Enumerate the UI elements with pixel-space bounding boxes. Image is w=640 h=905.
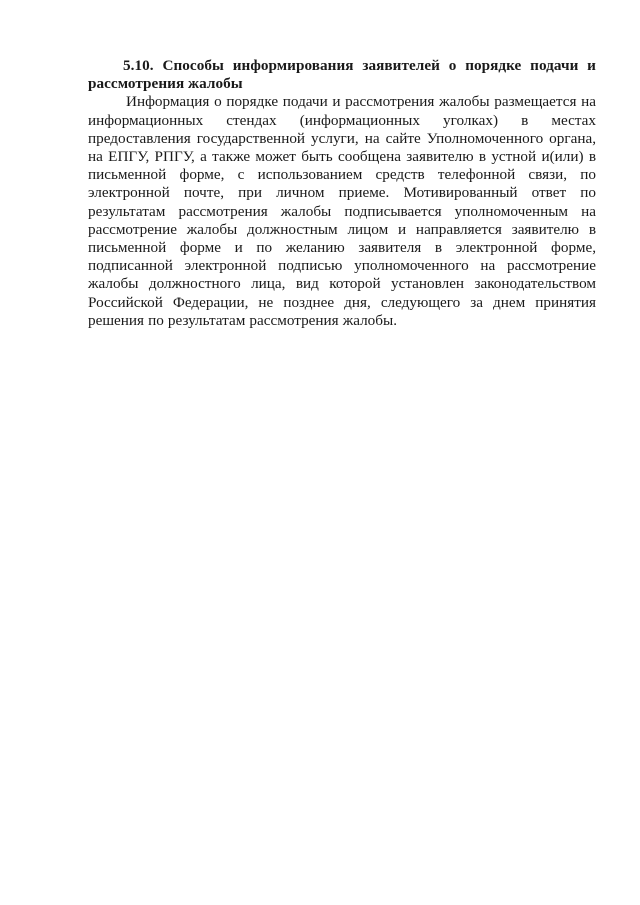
section-heading: 5.10. Способы информирования заявителей о порядке подачи и рассмотрения жалобы (88, 57, 596, 93)
document-content (88, 57, 596, 330)
section-paragraph: Информация о порядке подачи и рассмотрения жалобы размещается на информационных стендах (информационных уголках) в местах предоставления государственной услуги, на сайте Уполномоченного органа, на ЕПГУ, РПГУ, а также может быть сообщена заявителю в устной и(или) в письменной форме, с использованием средств телефонной связи, по электронной почте, при личном приеме. Мотивированный ответ по результатам рассмотрения жалобы подписывается уполномоченным на рассмотрение жалобы должностным лицом и направляется заявителю в письменной форме и по желанию заявителя в электронной форме, подписанной электронной подписью уполномоченного на рассмотрение жалобы должностного лица, вид которой установлен законодательством Российской Федерации, не позднее дня, следующего за днем принятия решения по результатам рассмотрения жалобы. (88, 93, 596, 329)
